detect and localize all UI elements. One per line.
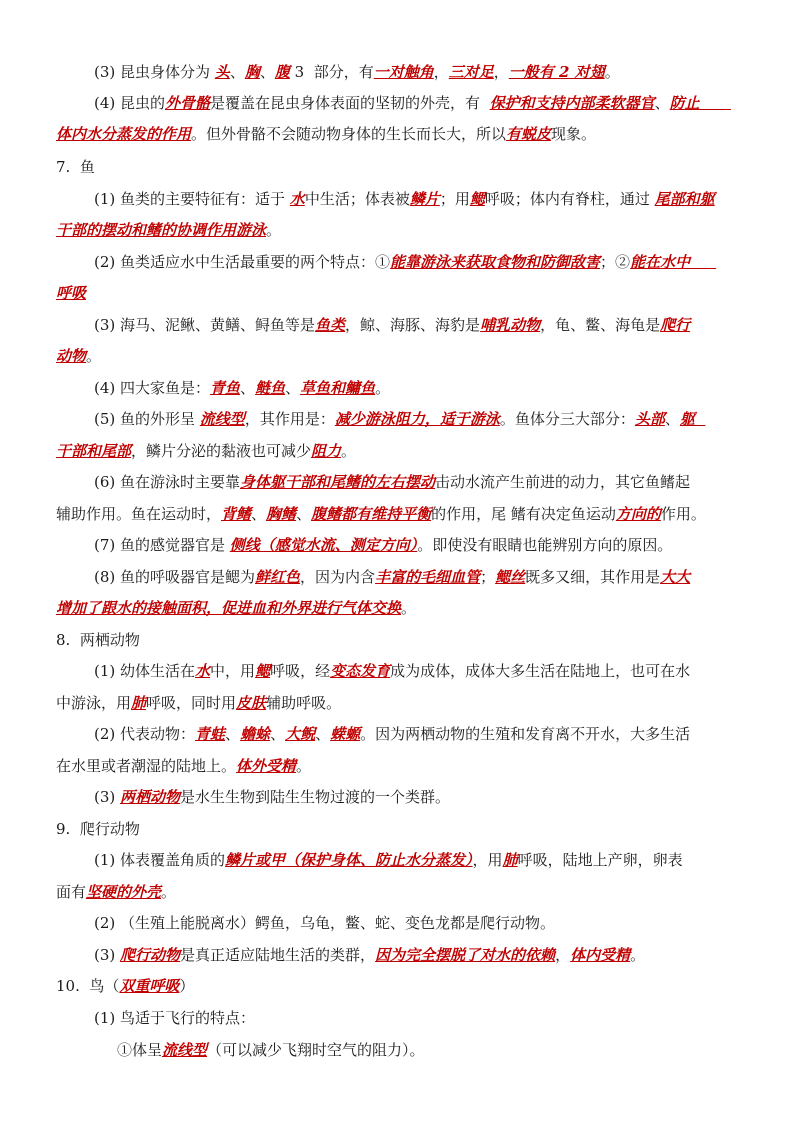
answer-text: 坚硬的外壳 xyxy=(86,883,162,901)
body-text: 在水里或者潮湿的陆地上。 xyxy=(56,757,237,775)
answer-text: 爬行动物 xyxy=(120,946,181,964)
answer-text: 躯 xyxy=(679,410,706,428)
answer-text: 一对触角 xyxy=(373,63,434,81)
answer-text: 外骨骼 xyxy=(165,94,211,112)
answer-text: 体内受精 xyxy=(570,946,631,964)
body-text: (7) 鱼的感觉器官是 xyxy=(94,536,230,554)
body-text: 。 xyxy=(604,63,620,81)
body-text: 、 xyxy=(270,725,286,743)
text-line xyxy=(0,377,794,399)
text-line xyxy=(0,282,794,304)
body-text: 、 xyxy=(654,94,670,112)
answer-text: 皮肤 xyxy=(236,694,267,712)
body-text: 。 xyxy=(375,379,391,397)
answer-text: 头 xyxy=(214,63,230,81)
text-line xyxy=(0,597,794,619)
body-text: ，鲸、海豚、海豹是 xyxy=(345,316,481,334)
text-line xyxy=(0,251,794,273)
body-text: (3) xyxy=(94,946,121,964)
body-text: (1) 幼体生活在 xyxy=(94,662,196,680)
answer-text: 头部 xyxy=(634,410,665,428)
answer-text: 大鲵 xyxy=(285,725,316,743)
body-text: 、 xyxy=(285,379,301,397)
body-text: (8) 鱼的呼吸器官是鳃为 xyxy=(94,568,256,586)
body-text: 是真正适应陆地生活的类群， xyxy=(180,946,376,964)
text-line xyxy=(0,345,794,367)
answer-text: 背鳍 xyxy=(221,505,252,523)
text-line xyxy=(0,755,794,777)
body-text: 。但外骨骼不会随动物身体的生长而长大，所以 xyxy=(191,125,507,143)
body-text: 中游泳，用 xyxy=(56,694,132,712)
text-line xyxy=(0,471,794,493)
body-text: 。 xyxy=(630,946,646,964)
body-text: 呼吸；体内有脊柱，通过 xyxy=(484,190,655,208)
answer-text: 水 xyxy=(195,662,211,680)
answer-text: 保护和支持内部柔软器官 xyxy=(489,94,655,112)
body-text: (6) 鱼在游泳时主要靠 xyxy=(94,473,241,491)
answer-text: 鳞片或甲（保护身体、防止水分蒸发） xyxy=(225,851,473,869)
body-text: (2) （生殖上能脱离水）鳄鱼，乌龟，鳖、蛇、变色龙都是爬行动物。 xyxy=(94,914,556,932)
body-text: 。因为两栖动物的生殖和发育离不开水，大多生活 xyxy=(360,725,691,743)
text-line xyxy=(0,849,794,871)
text-line xyxy=(0,629,794,651)
body-text: 现象。 xyxy=(551,125,597,143)
answer-text: 体内水分蒸发的作用 xyxy=(56,125,192,143)
body-text: 成为成体，成体大多生活在陆地上，也可在水 xyxy=(390,662,691,680)
body-text: ①体呈 xyxy=(117,1041,163,1059)
answer-text: 防止 xyxy=(669,94,731,112)
body-text: (3) 海马、泥鳅、黄鳝、鲟鱼等是 xyxy=(94,316,316,334)
answer-text: 方向的 xyxy=(615,505,661,523)
body-text: 10. 鸟（ xyxy=(56,977,120,995)
body-text: 辅助作用。鱼在运动时， xyxy=(56,505,222,523)
body-text: (1) 鱼类的主要特征有：适于 xyxy=(94,190,290,208)
body-text: ；用 xyxy=(439,190,470,208)
answer-text: 鳃丝 xyxy=(495,568,526,586)
text-line xyxy=(0,61,794,83)
text-line xyxy=(0,944,794,966)
answer-text: 肺 xyxy=(131,694,147,712)
text-line xyxy=(0,219,794,241)
body-text: 呼吸，陆地上产卵，卵表 xyxy=(517,851,683,869)
text-line xyxy=(0,440,794,462)
body-text: ，因为内含 xyxy=(300,568,376,586)
answer-text: 体外受精 xyxy=(236,757,297,775)
body-text: 。 xyxy=(401,599,417,617)
body-text: (1) 鸟适于飞行的特点： xyxy=(94,1009,256,1027)
body-text: 辅助呼吸。 xyxy=(266,694,342,712)
answer-text: 胸鳍 xyxy=(266,505,297,523)
body-text: ；② xyxy=(600,253,631,271)
body-text: 。即使没有眼睛也能辨别方向的原因。 xyxy=(417,536,673,554)
answer-text: 流线型 xyxy=(199,410,245,428)
body-text: 、 xyxy=(240,379,256,397)
text-line xyxy=(0,1039,794,1061)
text-line xyxy=(0,786,794,808)
text-line xyxy=(0,188,794,210)
body-text: 、 xyxy=(251,505,267,523)
answer-text: 干部的摆动和鳍的协调作用游泳 xyxy=(56,221,267,239)
text-line xyxy=(0,314,794,336)
answer-text: 能靠游泳来获取食物和防御敌害 xyxy=(390,253,601,271)
body-text: 是水生生物到陆生生物过渡的一个类群。 xyxy=(180,788,451,806)
text-line xyxy=(0,692,794,714)
body-text: ， xyxy=(493,63,509,81)
body-text: (1) 体表覆盖角质的 xyxy=(94,851,226,869)
text-line xyxy=(0,566,794,588)
answer-text: 鳃 xyxy=(469,190,485,208)
text-line xyxy=(0,92,794,114)
answer-text: 青鱼 xyxy=(210,379,241,397)
answer-text: 鲜红色 xyxy=(255,568,301,586)
body-text: 、 xyxy=(296,505,312,523)
body-text: 3 部分，有 xyxy=(289,63,374,81)
text-line xyxy=(0,660,794,682)
answer-text: 一般有 2 对翅 xyxy=(508,63,605,81)
body-text: 。 xyxy=(266,221,282,239)
answer-text: 水 xyxy=(289,190,305,208)
body-text: （可以减少飞翔时空气的阻力）。 xyxy=(207,1041,425,1059)
text-line xyxy=(0,912,794,934)
body-text: (2) 代表动物： xyxy=(94,725,196,743)
text-line xyxy=(0,156,794,178)
text-line xyxy=(0,881,794,903)
answer-text: 身体躯干部和尾鳍的左右摆动 xyxy=(240,473,436,491)
body-text: ，鳞片分泌的黏液也可减少 xyxy=(131,442,312,460)
answer-text: 侧线（感觉水流、测定方向） xyxy=(229,536,418,554)
answer-text: 尾部和躯 xyxy=(654,190,715,208)
body-text: 、 xyxy=(664,410,680,428)
answer-text: 减少游泳阻力，适于游泳 xyxy=(334,410,500,428)
body-text: 中生活；体表被 xyxy=(304,190,410,208)
body-text: 、 xyxy=(259,63,275,81)
body-text: 。 xyxy=(296,757,312,775)
body-text: ，用 xyxy=(472,851,503,869)
text-line xyxy=(0,975,794,997)
body-text: 是覆盖在昆虫身体表面的坚韧的外壳，有 xyxy=(210,94,490,112)
answer-text: 动物 xyxy=(56,347,87,365)
answer-text: 蟾蜍 xyxy=(240,725,271,743)
answer-text: 大大 xyxy=(660,568,691,586)
answer-text: 能在水中 xyxy=(630,253,717,271)
body-text: 9. 爬行动物 xyxy=(56,820,140,838)
body-text: 、 xyxy=(229,63,245,81)
answer-text: 双重呼吸 xyxy=(119,977,180,995)
body-text: 面有 xyxy=(56,883,87,901)
answer-text: 鳞片 xyxy=(409,190,440,208)
answer-text: 有蜕皮 xyxy=(506,125,552,143)
body-text: 呼吸，同时用 xyxy=(146,694,237,712)
answer-text: 干部和尾部 xyxy=(56,442,132,460)
answer-text: 三对足 xyxy=(448,63,494,81)
answer-text: 因为完全摆脱了对水的依赖 xyxy=(375,946,556,964)
body-text: ， xyxy=(433,63,449,81)
body-text: (4) 昆虫的 xyxy=(94,94,166,112)
answer-text: 腹 xyxy=(274,63,290,81)
body-text: 、 xyxy=(225,725,241,743)
body-text: 7. 鱼 xyxy=(56,158,95,176)
answer-text: 哺乳动物 xyxy=(480,316,541,334)
body-text: 8. 两栖动物 xyxy=(56,631,140,649)
answer-text: 鲢鱼 xyxy=(255,379,286,397)
answer-text: 呼吸 xyxy=(56,284,87,302)
body-text: 。 xyxy=(86,347,102,365)
text-line xyxy=(0,723,794,745)
body-text: ） xyxy=(179,977,195,995)
body-text: 。鱼体分三大部分： xyxy=(499,410,635,428)
body-text: ， xyxy=(555,946,571,964)
body-text: ； xyxy=(480,568,496,586)
body-text: 。 xyxy=(341,442,357,460)
body-text: 。 xyxy=(161,883,177,901)
answer-text: 腹鳍都有维持平衡 xyxy=(311,505,432,523)
answer-text: 肺 xyxy=(502,851,518,869)
text-line xyxy=(0,408,794,430)
answer-text: 胸 xyxy=(244,63,260,81)
text-line xyxy=(0,534,794,556)
text-line xyxy=(0,818,794,840)
body-text: 、 xyxy=(315,725,331,743)
body-text: ，龟、鳖、海龟是 xyxy=(540,316,661,334)
body-text: (5) 鱼的外形呈 xyxy=(94,410,200,428)
answer-text: 变态发育 xyxy=(330,662,391,680)
answer-text: 鳃 xyxy=(255,662,271,680)
body-text: (3) xyxy=(94,788,121,806)
body-text: (4) 四大家鱼是： xyxy=(94,379,211,397)
body-text: 中，用 xyxy=(210,662,256,680)
answer-text: 两栖动物 xyxy=(120,788,181,806)
text-line xyxy=(0,503,794,525)
answer-text: 丰富的毛细血管 xyxy=(375,568,481,586)
body-text: (3) 昆虫身体分为 xyxy=(94,63,215,81)
text-line xyxy=(0,1007,794,1029)
body-text: (2) 鱼类适应水中生活最重要的两个特点：① xyxy=(94,253,391,271)
answer-text: 爬行 xyxy=(660,316,691,334)
answer-text: 阻力 xyxy=(311,442,342,460)
body-text: 击动水流产生前进的动力，其它鱼鳍起 xyxy=(435,473,691,491)
text-line xyxy=(0,123,794,145)
body-text: 呼吸，经 xyxy=(270,662,331,680)
body-text: 既多又细，其作用是 xyxy=(525,568,661,586)
answer-text: 青蛙 xyxy=(195,725,226,743)
body-text: ，其作用是： xyxy=(244,410,335,428)
answer-text: 流线型 xyxy=(162,1041,208,1059)
answer-text: 蝾螈 xyxy=(330,725,361,743)
body-text: 作用。 xyxy=(660,505,706,523)
answer-text: 鱼类 xyxy=(315,316,346,334)
answer-text: 增加了跟水的接触面积，促进血和外界进行气体交换 xyxy=(56,599,402,617)
answer-text: 草鱼和鳙鱼 xyxy=(300,379,376,397)
body-text: 的作用，尾 鳍有决定鱼运动 xyxy=(431,505,616,523)
